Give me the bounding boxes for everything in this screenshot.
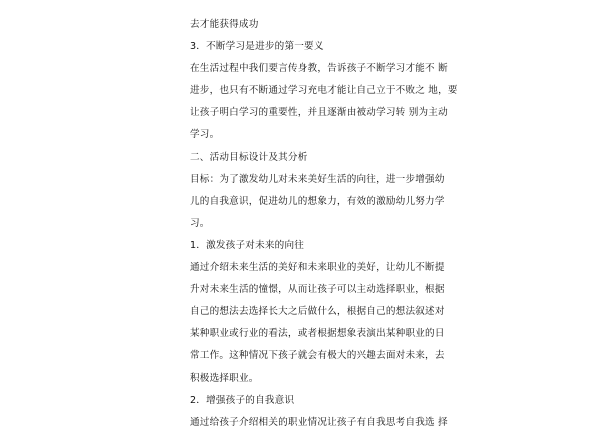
- section-heading: 1．激发孩子对未来的向往: [190, 239, 305, 251]
- text-line: 去才能获得成功: [190, 19, 259, 30]
- text-line: 某种职业或行业的看法，或者根据想象表演出某种职业的日: [190, 328, 445, 340]
- text-line: 学习。: [190, 129, 220, 141]
- text-line: 升对未来生活的憧憬，从而让孩子可以主动选择职业，根据: [190, 284, 445, 296]
- text-line: 习。: [190, 217, 210, 229]
- text-line: 在生活过程中我们要言传身教，告诉孩子不断学习才能不 断: [190, 63, 448, 75]
- text-line: 通过介绍未来生活的美好和未来职业的美好，让幼儿不断提: [190, 262, 445, 274]
- text-column: [190, 14, 458, 434]
- section-heading: 2．增强孩子的自我意识: [190, 394, 295, 406]
- text-line: 让孩子明白学习的重要性，并且逐渐由被动学习转 别为主动: [190, 107, 448, 119]
- text-line: 进步，也只有不断通过学习充电才能让自己立于不败之 地，要: [190, 85, 458, 97]
- text-line: 目标：为了激发幼儿对未来美好生活的向往，进一步增强幼: [190, 173, 445, 185]
- text-line: 自己的想法去选择长大之后做什么，根据自己的想法叙述对: [190, 306, 445, 318]
- text-line: 通过给孩子介绍相关的职业情况让孩子有自我思考自我选 择: [190, 416, 448, 428]
- section-heading: 二、活动目标设计及其分析: [190, 151, 308, 163]
- text-line: 儿的自我意识，促进幼儿的想象力，有效的激励幼儿努力学: [190, 195, 445, 207]
- text-line: 积极选择职业。: [190, 372, 259, 384]
- text-line: 常工作。这种情况下孩子就会有极大的兴趣去面对未来，去: [190, 350, 445, 362]
- section-heading: 3．不断学习是进步的第一要义: [190, 41, 324, 53]
